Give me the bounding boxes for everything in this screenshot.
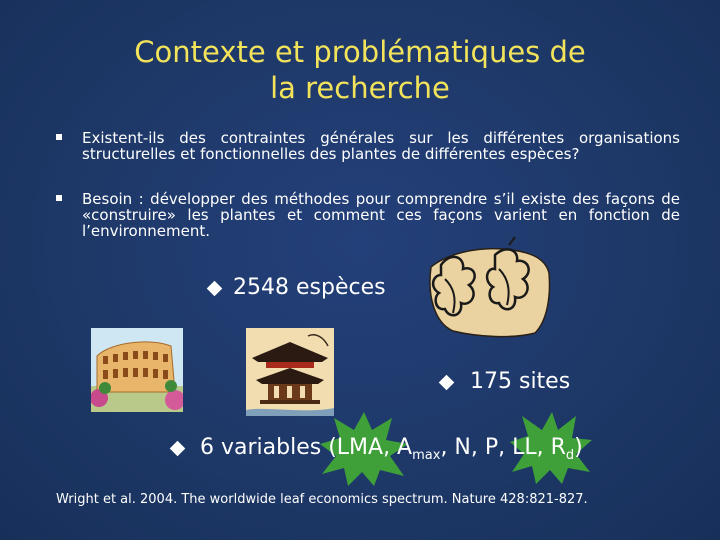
pagoda-clipart bbox=[246, 328, 334, 416]
title-line-1: Contexte et problématiques de bbox=[134, 35, 586, 69]
variables-suffix: ) bbox=[574, 435, 583, 460]
variables-list bbox=[200, 435, 583, 469]
title-line-2: la recherche bbox=[270, 71, 450, 105]
species-count: 2548 espèces bbox=[233, 275, 386, 300]
leaves-clipart bbox=[423, 235, 553, 340]
variables-prefix: 6 variables (LMA, A bbox=[200, 435, 413, 460]
bullet-2-text: Besoin : développer des méthodes pour comprendre s’il existe des façons de «construire» les plantes et comment ces façons varient en fonction de l’environnement. bbox=[82, 190, 680, 240]
bullet-square-icon bbox=[56, 134, 62, 140]
diamond-bullet-icon bbox=[207, 281, 223, 297]
variables-sub-max: max bbox=[412, 448, 441, 463]
diamond-bullet-icon bbox=[439, 375, 455, 391]
slide-title bbox=[0, 34, 720, 106]
diamond-bullet-icon bbox=[170, 441, 186, 457]
citation: Wright et al. 2004. The worldwide leaf economics spectrum. Nature 428:821-827. bbox=[56, 492, 588, 507]
variables-sub-d: d bbox=[565, 448, 575, 463]
variables-middle: , N, P, LL, R bbox=[440, 435, 566, 460]
bullet-square-icon bbox=[56, 195, 62, 201]
colosseum-clipart bbox=[91, 328, 183, 412]
sites-count: 175 sites bbox=[470, 369, 571, 394]
bullet-1-text: Existent-ils des contraintes générales sur les différentes organisations structurelles et fonctionnelles des plantes de différentes espèces? bbox=[82, 129, 680, 163]
